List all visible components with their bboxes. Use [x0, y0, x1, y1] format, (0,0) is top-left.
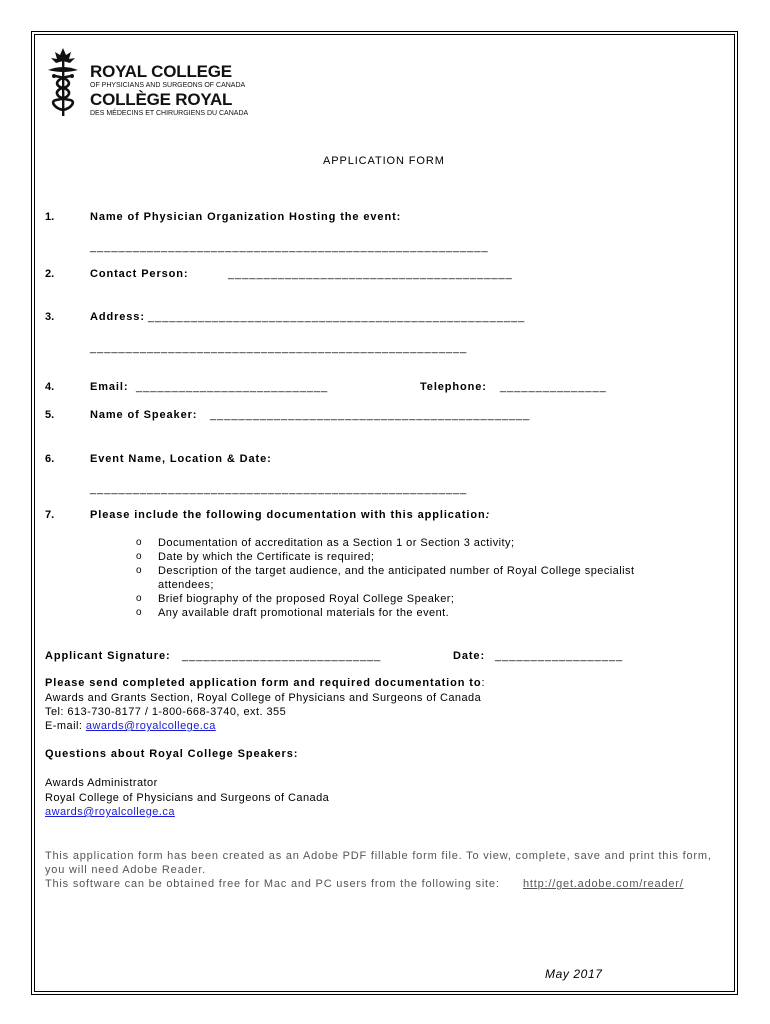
organization-field[interactable]: ________________________________________________________: [90, 241, 489, 253]
event-details-field[interactable]: _____________________________________________________: [90, 483, 468, 495]
contact-person-field[interactable]: ________________________________________: [228, 268, 513, 280]
q6-label: Event Name, Location & Date:: [90, 453, 272, 465]
q5-number: 5.: [45, 409, 55, 421]
logo-text-french: COLLÈGE ROYAL: [90, 90, 233, 109]
questions-heading: Questions about Royal College Speakers:: [45, 748, 299, 760]
list-item: Description of the target audience, and the anticipated number of Royal College specialist: [158, 565, 635, 577]
logo-subtext-french: DES MÉDECINS ET CHIRURGIENS DU CANADA: [90, 110, 249, 117]
revision-date: May 2017: [545, 967, 603, 981]
bullet-marker: o: [136, 593, 142, 604]
address-field-line2[interactable]: _____________________________________________________: [90, 342, 468, 354]
logo-subtext-english: OF PHYSICIANS AND SURGEONS OF CANADA: [90, 82, 246, 89]
signature-label: Applicant Signature:: [45, 650, 171, 662]
send-email-line: E-mail: awards@royalcollege.ca: [45, 720, 216, 732]
royal-college-logo: [42, 46, 252, 118]
adobe-reader-link[interactable]: http://get.adobe.com/reader/: [523, 878, 684, 890]
list-item-continuation: attendees;: [158, 579, 214, 591]
q5-label: Name of Speaker:: [90, 409, 198, 421]
email-field[interactable]: ___________________________: [136, 381, 329, 393]
list-item: Documentation of accreditation as a Section 1 or Section 3 activity;: [158, 537, 515, 549]
q3-label: Address:: [90, 311, 145, 323]
list-item: Date by which the Certificate is required;: [158, 551, 375, 563]
email-label: Email:: [90, 381, 129, 393]
signature-field[interactable]: ____________________________: [182, 650, 382, 662]
speaker-name-field[interactable]: _____________________________________________: [210, 409, 531, 421]
questions-contact-title: Awards Administrator: [45, 777, 158, 789]
q2-label: Contact Person:: [90, 268, 189, 280]
adobe-note-line3: This software can be obtained free for Mac and PC users from the following site:: [45, 878, 500, 890]
list-item: Any available draft promotional materials for the event.: [158, 607, 450, 619]
q7-number: 7.: [45, 509, 55, 521]
adobe-note-line2: you will need Adobe Reader.: [45, 864, 207, 876]
q7-label: Please include the following documentation with this application:: [90, 509, 491, 521]
telephone-field[interactable]: _______________: [500, 381, 607, 393]
q1-label: Name of Physician Organization Hosting the event:: [90, 211, 402, 223]
telephone-label: Telephone:: [420, 381, 487, 393]
q2-number: 2.: [45, 268, 55, 280]
form-title: APPLICATION FORM: [323, 155, 445, 167]
bullet-marker: o: [136, 551, 142, 562]
send-phone-line: Tel: 613-730-8177 / 1-800-668-3740, ext. 355: [45, 706, 287, 718]
bullet-marker: o: [136, 537, 142, 548]
questions-email-link[interactable]: awards@royalcollege.ca: [45, 806, 175, 818]
adobe-note-line1: This application form has been created as an Adobe PDF fillable form file. To view, complete, save and print this form,: [45, 850, 712, 862]
date-label: Date:: [453, 650, 486, 662]
caduceus-maple-leaf-icon: [42, 46, 84, 118]
send-heading: Please send completed application form and required documentation to:: [45, 677, 486, 689]
questions-organization: Royal College of Physicians and Surgeons of Canada: [45, 792, 330, 804]
q3-number: 3.: [45, 311, 55, 323]
q6-number: 6.: [45, 453, 55, 465]
date-field[interactable]: __________________: [495, 650, 624, 662]
bullet-marker: o: [136, 565, 142, 576]
q1-number: 1.: [45, 211, 55, 223]
list-item: Brief biography of the proposed Royal College Speaker;: [158, 593, 455, 605]
address-field-line1[interactable]: _____________________________________________________: [148, 311, 526, 323]
send-address-line: Awards and Grants Section, Royal College of Physicians and Surgeons of Canada: [45, 692, 482, 704]
q4-number: 4.: [45, 381, 55, 393]
bullet-marker: o: [136, 607, 142, 618]
logo-text-english: ROYAL COLLEGE: [90, 62, 232, 81]
send-email-link[interactable]: awards@royalcollege.ca: [85, 720, 216, 732]
